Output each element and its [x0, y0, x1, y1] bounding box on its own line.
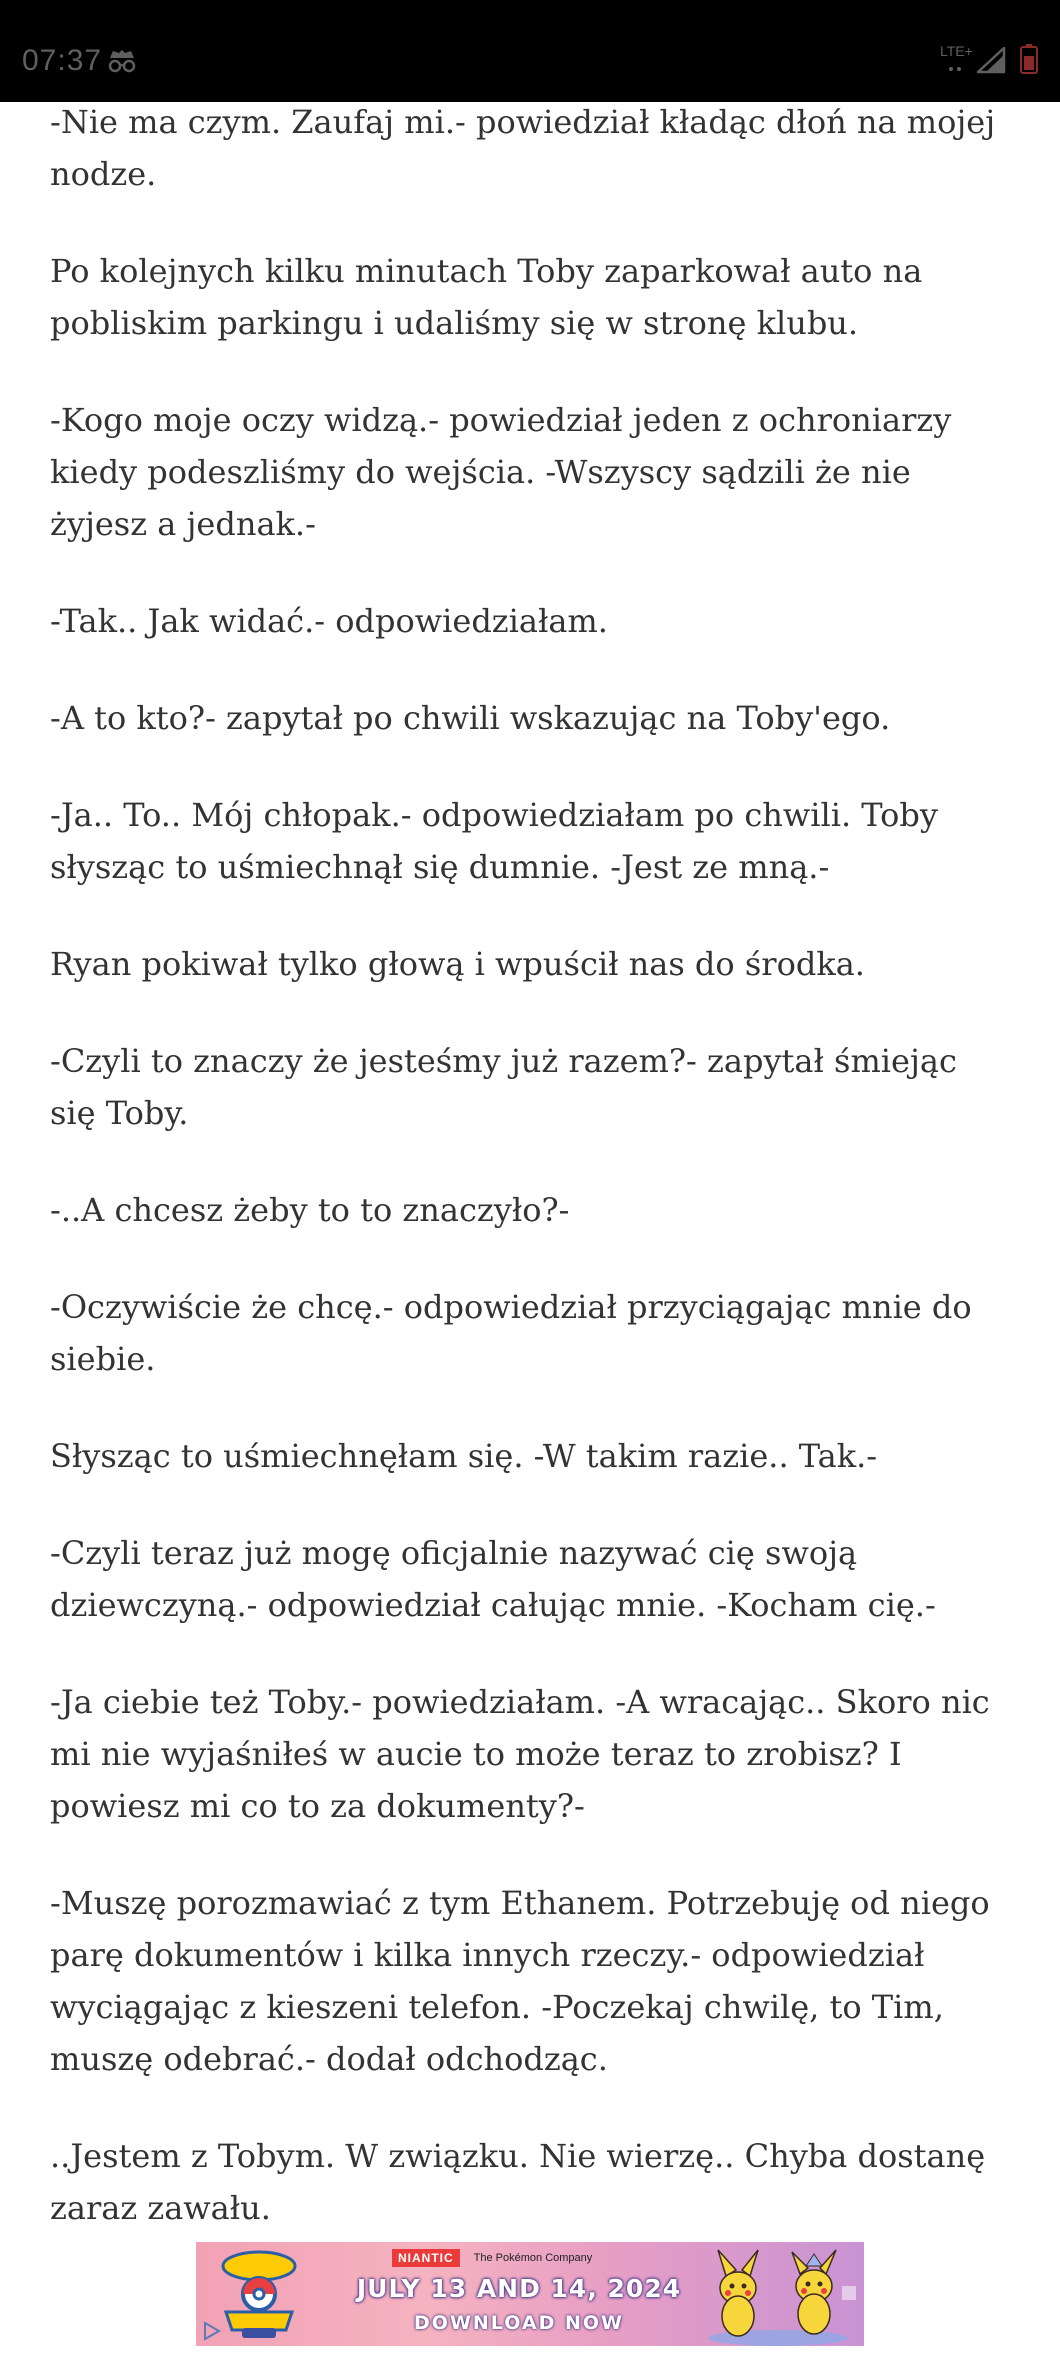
ad-banner[interactable] — [196, 2242, 864, 2346]
story-content — [50, 96, 1010, 2279]
battery-icon — [1020, 44, 1038, 74]
story-paragraph: Po kolejnych kilku minutach Toby zaparkował auto na pobliskim parkingu i udaliśmy się w stronę klubu. — [50, 252, 923, 342]
story-paragraph: -Ja ciebie też Toby.- powiedziałam. -A wracając.. Skoro nic mi nie wyjaśniłeś w aucie to może teraz to zrobisz? I powiesz mi co to za dokumenty?- — [50, 1683, 990, 1825]
signal-icon — [976, 46, 1006, 74]
ad-choices-icon[interactable] — [200, 2320, 222, 2342]
story-paragraph: ..Jestem z Tobym. W związku. Nie wierzę.. Chyba dostanę zaraz zawału. — [50, 2137, 986, 2227]
incognito-icon — [106, 46, 138, 74]
data-activity-icon — [948, 66, 962, 72]
pikachu-illustration-icon — [696, 2246, 862, 2346]
story-paragraph: Ryan pokiwał tylko głową i wpuścił nas do środka. — [50, 945, 865, 983]
ad-brand-row — [392, 2248, 592, 2268]
niantic-badge: NIANTIC — [392, 2249, 460, 2267]
ad-download-button[interactable]: DOWNLOAD NOW — [414, 2312, 624, 2334]
ad-dates: JULY 13 AND 14, 2024 — [356, 2274, 682, 2303]
status-time: 07:37 — [22, 44, 103, 77]
story-paragraph: -A to kto?- zapytał po chwili wskazując na Toby'ego. — [50, 699, 891, 737]
story-paragraph: -Kogo moje oczy widzą.- powiedział jeden z ochroniarzy kiedy podeszliśmy do wejścia. -Wszyscy sądzili że nie żyjesz a jednak.- — [50, 401, 952, 543]
story-paragraph: -Nie ma czym. Zaufaj mi.- powiedział kładąc dłoń na mojej nodze. — [50, 103, 996, 193]
story-paragraph: -Czyli teraz już mogę oficjalnie nazywać cię swoją dziewczyną.- odpowiedział całując mnie. -Kocham cię.- — [50, 1534, 936, 1624]
network-type-label: LTE+ — [940, 43, 973, 59]
story-paragraph: -Ja.. To.. Mój chłopak.- odpowiedziałam po chwili. Toby słysząc to uśmiechnął się dumnie. -Jest ze mną.- — [50, 796, 938, 886]
story-paragraph: -Muszę porozmawiać z tym Ethanem. Potrzebuję od niego parę dokumentów i kilka innych rzeczy.- odpowiedział wyciągając z kieszeni telefon. -Poczekaj chwilę, to Tim, muszę odebrać.- dodał odchodząc. — [50, 1884, 990, 2078]
pokemon-go-fest-logo-icon — [218, 2248, 300, 2340]
story-paragraph: -..A chcesz żeby to to znaczyło?- — [50, 1191, 570, 1229]
ad-company-label: The Pokémon Company — [473, 2252, 593, 2264]
story-paragraph: -Tak.. Jak widać.- odpowiedziałam. — [50, 602, 608, 640]
story-paragraph: -Czyli to znaczy że jesteśmy już razem?- zapytał śmiejąc się Toby. — [50, 1042, 957, 1132]
status-bar — [0, 0, 1060, 102]
story-paragraph: -Oczywiście że chcę.- odpowiedział przyciągając mnie do siebie. — [50, 1288, 972, 1378]
story-paragraph: Słysząc to uśmiechnęłam się. -W takim razie.. Tak.- — [50, 1437, 878, 1475]
